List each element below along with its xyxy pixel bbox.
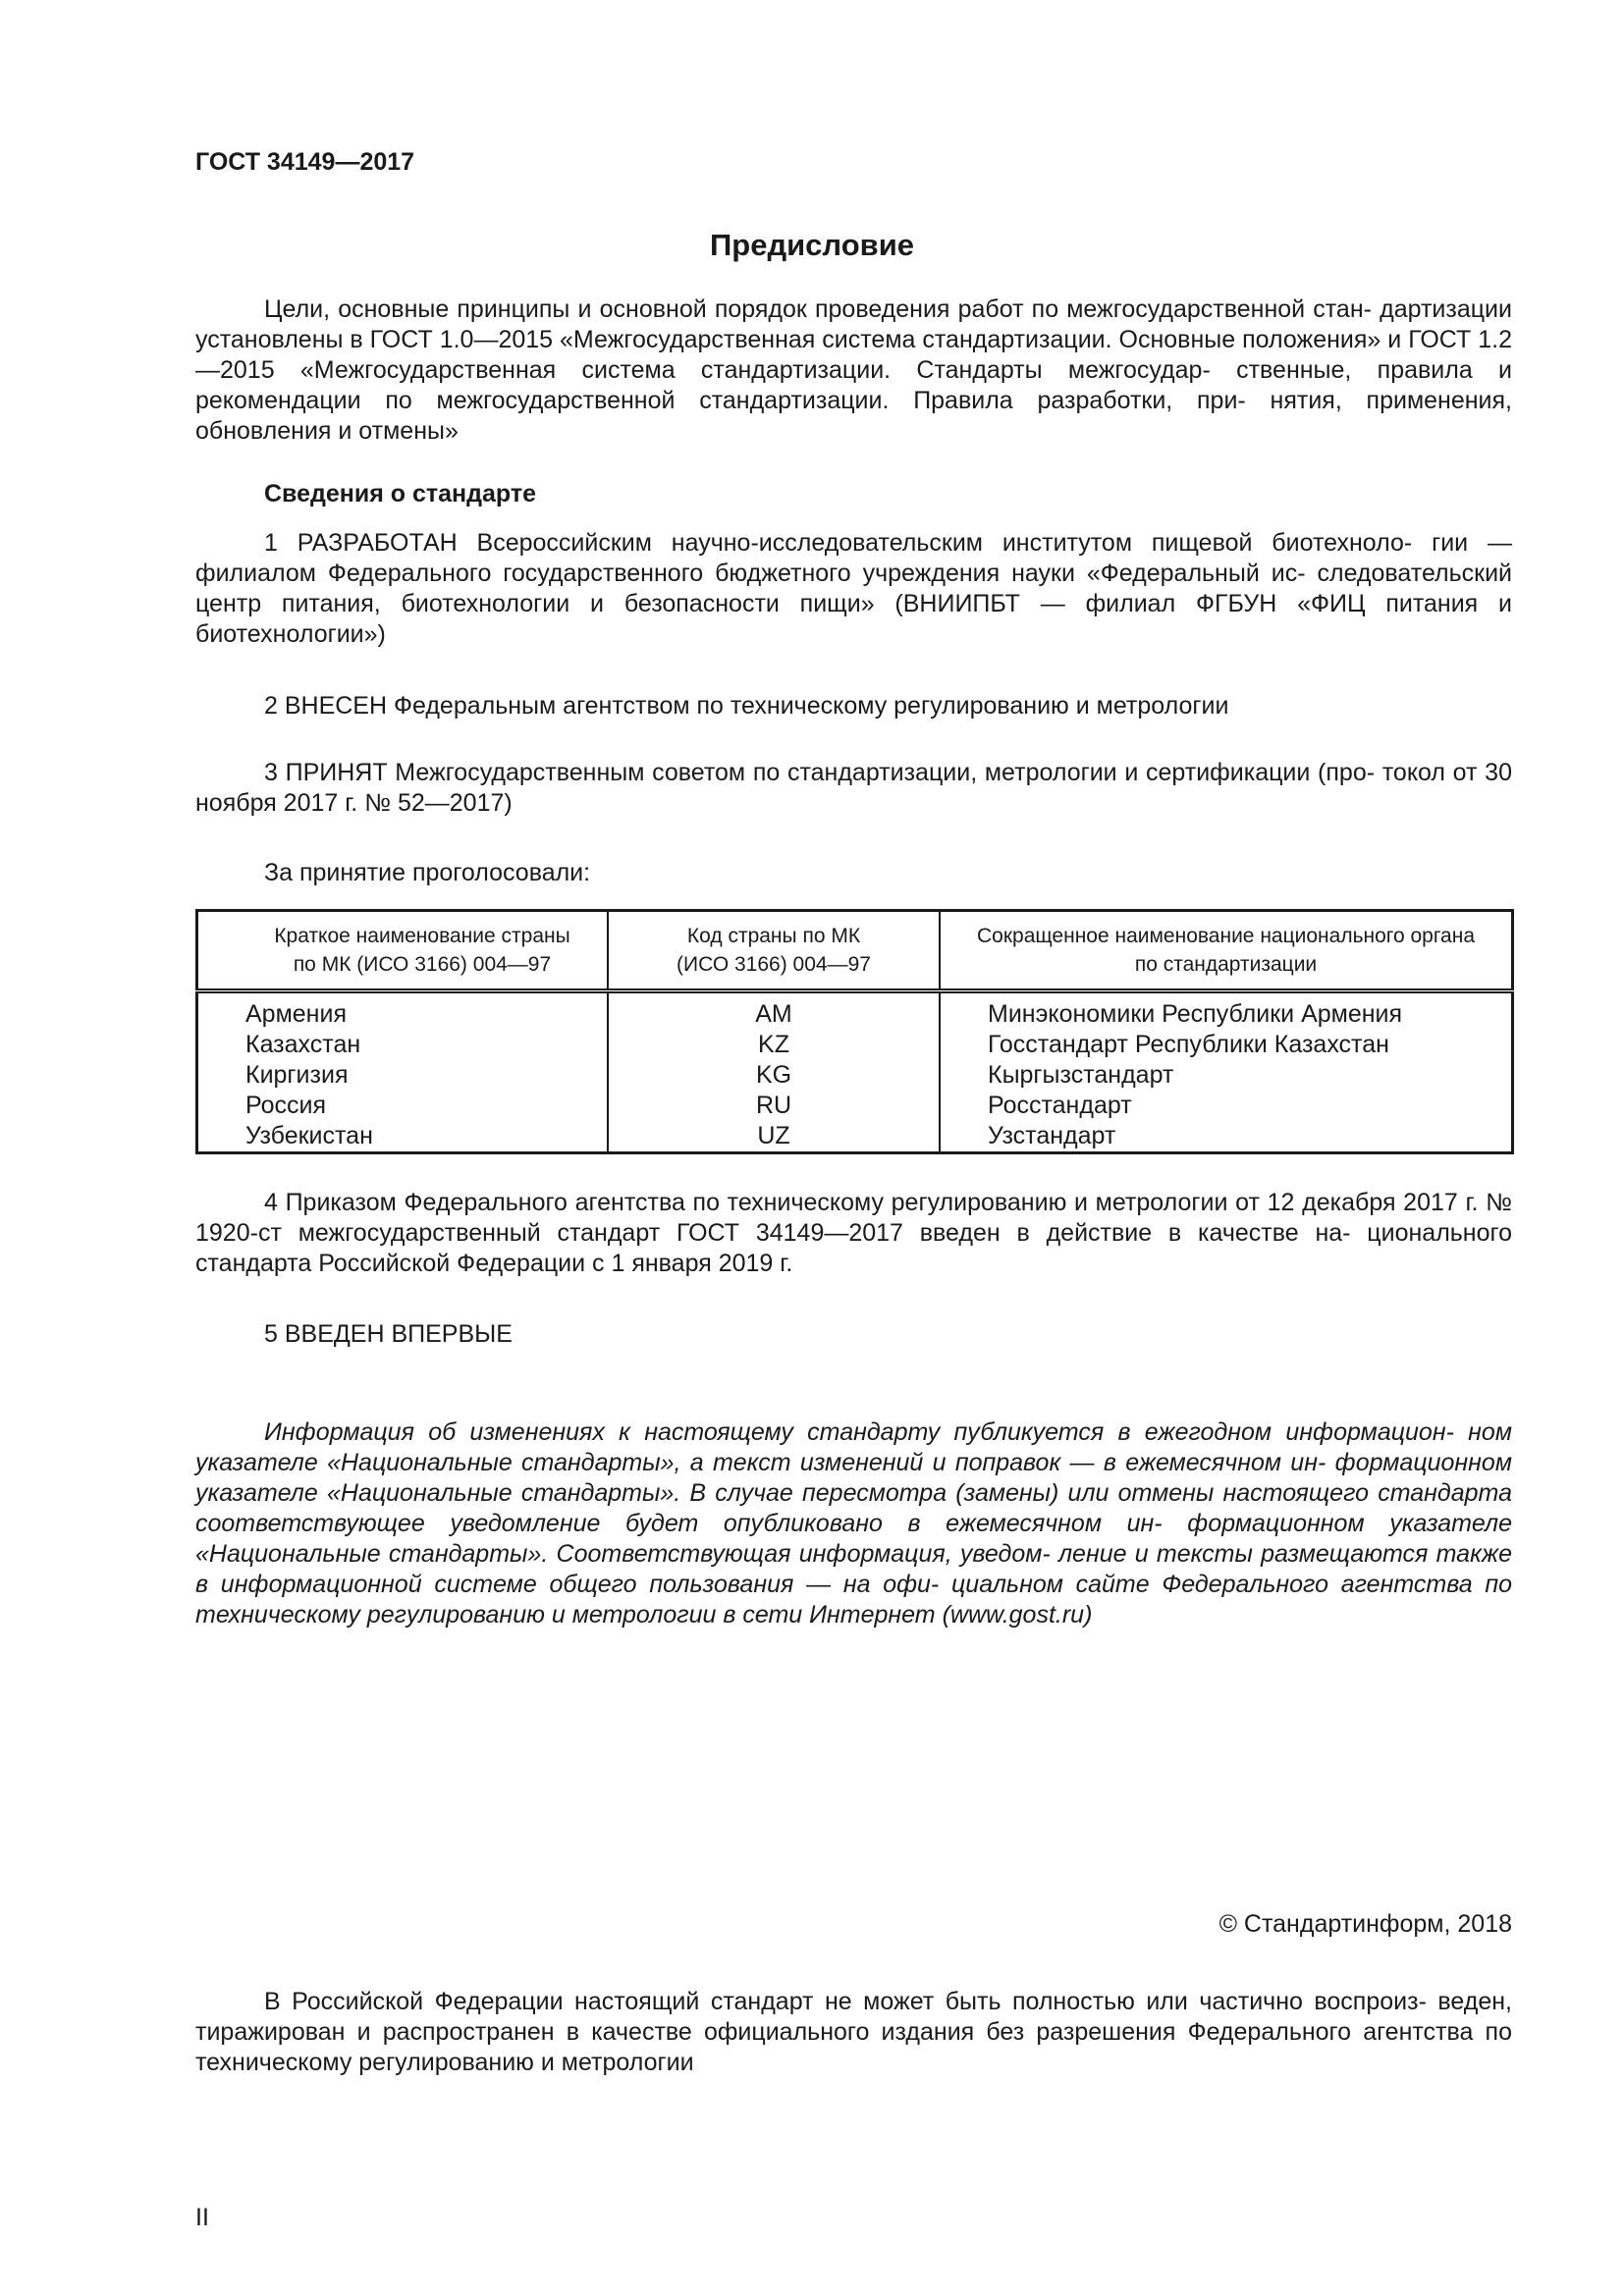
item-5-paragraph	[195, 1319, 1512, 1350]
info-text: Информация об изменениях к настоящему стандарту публикуется в ежегодном информацион- ном указателе «Национальные стандарты», а текст изменений и поправок — в ежемесячном ин- формационном указателе «Национальные стандарты». В случае пересмотра (замены) или отмены настоящего стандарта соответствующее уведомление будет опубликовано в ежемесячном ин- формационном указателе «Национальные стандарты». Соответствующая информация, уведом- ление и тексты размещаются также в информационной системе общего пользования — на офи- циальном сайте Федерального агентства по техническому регулированию и метрологии в сети Интернет (www.gost.ru)	[195, 1418, 1513, 1629]
item-2-text: 2 ВНЕСЕН Федеральным агентством по техническому регулированию и метрологии	[264, 692, 1229, 720]
national-body: Росстандарт	[988, 1092, 1132, 1119]
table-row	[197, 991, 1513, 1153]
vote-label-block	[195, 858, 1512, 888]
national-body: Узстандарт	[988, 1122, 1116, 1149]
country-code: RU	[755, 1092, 792, 1119]
country-name: Киргизия	[245, 1061, 349, 1089]
item-4-paragraph	[195, 1188, 1512, 1279]
item-1-text: 1 РАЗРАБОТАН Всероссийским научно-исследовательским институтом пищевой биотехноло- гии — филиалом Федерального государственного бюджетного учреждения науки «Федеральный ис- следовательский центр питания, биотехнологии и безопасности пищи» (ВНИИПБТ — филиал ФГБУН «ФИЦ питания и биотехнологии»)	[195, 529, 1512, 648]
country-code: KG	[755, 1061, 792, 1089]
item-2-paragraph	[195, 691, 1512, 721]
page-title: Предисловие	[709, 228, 914, 262]
info-paragraph	[195, 1417, 1512, 1630]
national-body: Кыргызстандарт	[988, 1061, 1174, 1089]
doc-code-header: ГОСТ 34149—2017	[195, 148, 415, 176]
header-country-name: Краткое наименование страны по МК (ИСО 3166) 004—97	[197, 911, 609, 991]
copyright-notice: © Стандартинформ, 2018	[1218, 1910, 1512, 1938]
standard-info-subheading: Сведения о стандарте	[264, 480, 537, 507]
table-header-row	[197, 911, 1513, 991]
country-names-cell	[197, 991, 609, 1153]
country-codes-cell	[608, 991, 940, 1153]
intro-text: Цели, основные принципы и основной порядок проведения работ по межгосударственной стан- дартизации установлены в ГОСТ 1.0—2015 «Межгосударственная система стандартизации. Основные положения» и ГОСТ 1.2—2015 «Межгосударственная система стандартизации. Стандарты межгосудар- ственные, правила и рекомендации по межгосударственной стандартизации. Правила разработки, при- нятия, применения, обновления и отмены»	[195, 295, 1513, 445]
national-body: Минэкономики Республики Армения	[988, 1000, 1403, 1028]
voting-countries-table	[195, 909, 1514, 1154]
rights-paragraph	[195, 1987, 1512, 2078]
country-code: AM	[755, 1000, 792, 1028]
national-bodies-cell	[940, 991, 1513, 1153]
intro-paragraph	[195, 294, 1512, 447]
item-3-paragraph	[195, 758, 1512, 819]
rights-text: В Российской Федерации настоящий стандарт не может быть полностью или частично воспроиз- веден, тиражирован и распространен в качестве официального издания без разрешения Федерального агентства по техническому регулированию и метрологии	[195, 1988, 1512, 2076]
header-national-body: Сокращенное наименование национального органа по стандартизации	[940, 911, 1513, 991]
item-3-text: 3 ПРИНЯТ Межгосударственным советом по стандартизации, метрологии и сертификации (про- токол от 30 ноября 2017 г. № 52—2017)	[195, 759, 1512, 817]
country-name: Армения	[245, 1000, 347, 1028]
country-code: KZ	[758, 1031, 789, 1058]
vote-label: За принятие проголосовали:	[264, 859, 591, 886]
page-number: II	[195, 2204, 209, 2231]
country-name: Узбекистан	[245, 1122, 373, 1149]
item-5-text: 5 ВВЕДЕН ВПЕРВЫЕ	[264, 1320, 513, 1348]
country-code: UZ	[757, 1122, 790, 1149]
item-1-paragraph	[195, 528, 1512, 650]
national-body: Госстандарт Республики Казахстан	[988, 1031, 1389, 1058]
standard-info-subheading-block	[195, 479, 1512, 509]
country-name: Россия	[245, 1092, 326, 1119]
country-name: Казахстан	[245, 1031, 361, 1058]
header-country-code: Код страны по МК (ИСО 3166) 004—97	[608, 911, 940, 991]
item-4-text: 4 Приказом Федерального агентства по техническому регулированию и метрологии от 12 декабря 2017 г. № 1920-ст межгосударственный стандарт ГОСТ 34149—2017 введен в действие в качестве на- ционального стандарта Российской Федерации с 1 января 2019 г.	[195, 1189, 1512, 1277]
